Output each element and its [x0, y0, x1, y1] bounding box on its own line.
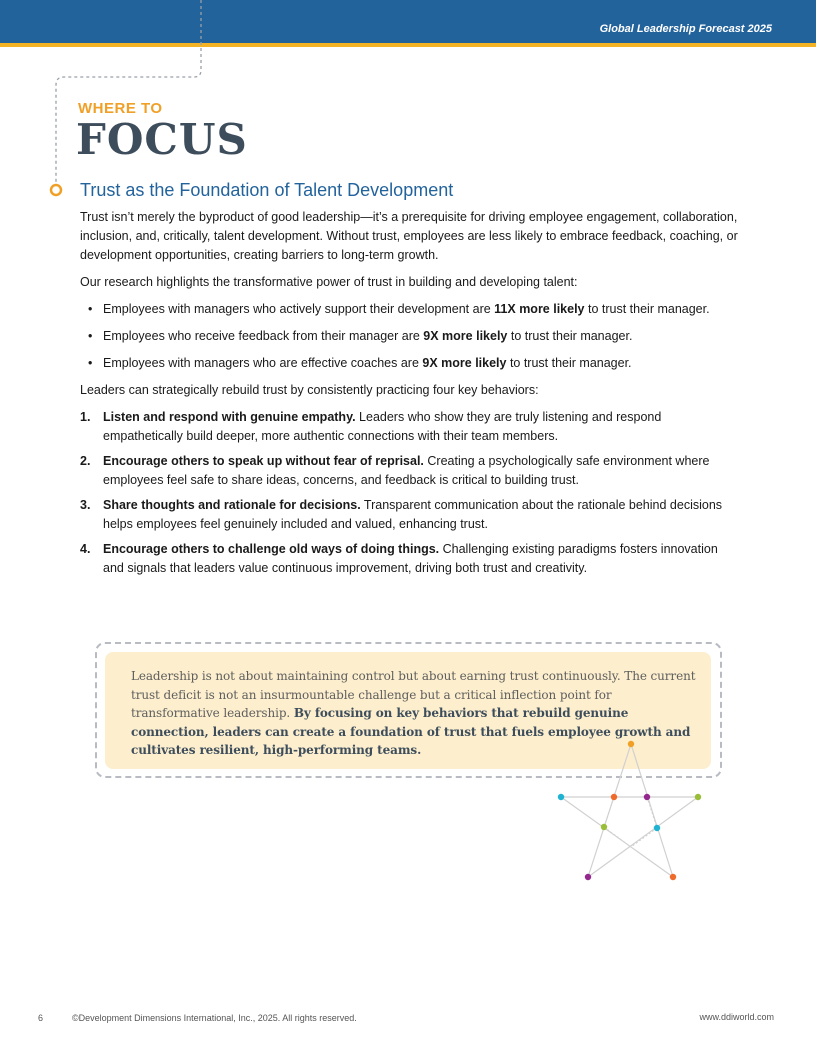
page-title: FOCUS [76, 115, 248, 164]
callout-quote: Leadership is not about maintaining control but about earning trust continuously. The current trust deficit is not an insurmountable challenge but a critical inflection point for transformative leadership. By focusing on key behaviors that rebuild genuine connection, leaders can create a foundation of trust that fuels employee growth and cultivates resilient, high-performing teams. [131, 669, 696, 757]
timeline-node-icon [51, 185, 61, 195]
behavior-item: 2. Encourage others to speak up without fear of reprisal. Creating a psychologically safe environment where employees feel safe to share ideas, concerns, and feedback is critical to building trust. [80, 454, 710, 487]
behavior-item: 3. Share thoughts and rationale for decisions. Transparent communication about the rationale behind decisions helps employees feel genuinely included and valued, enhancing trust. [80, 498, 723, 531]
website-link[interactable]: www.ddiworld.com [699, 1012, 774, 1022]
behaviors-list [80, 408, 740, 578]
bullet-item: • Employees with managers who actively support their development are 11X more likely to trust their manager. [80, 300, 740, 319]
page-number: 6 [38, 1013, 44, 1023]
section-heading: Trust as the Foundation of Talent Development [80, 180, 454, 200]
research-lead-paragraph: Our research highlights the transformative power of trust in building and developing talent: [80, 275, 578, 289]
star-network-icon [550, 735, 710, 885]
copyright-notice: ©Development Dimensions International, Inc., 2025. All rights reserved. [72, 1013, 357, 1023]
behaviors-lead-paragraph: Leaders can strategically rebuild trust by consistently practicing four key behaviors: [80, 383, 539, 397]
eyebrow-label: WHERE TO [78, 100, 163, 117]
behavior-item: 1. Listen and respond with genuine empathy. Leaders who show they are truly listening and respond empathetically build deeper, more authentic connections with their team members. [80, 410, 662, 443]
bullet-item: • Employees who receive feedback from their manager are 9X more likely to trust their manager. [80, 327, 740, 346]
intro-paragraph: Trust isn’t merely the byproduct of good leadership—it’s a prerequisite for driving employee engagement, collaboration, inclusion, and, critically, talent development. Without trust, employees are less likely to embrace feedback, coaching, or development opportunities, creating barriers to long-term growth. [80, 210, 738, 262]
bullet-item: • Employees with managers who are effective coaches are 9X more likely to trust their manager. [80, 354, 740, 373]
research-bullet-list [80, 300, 740, 373]
behavior-item: 4. Encourage others to challenge old ways of doing things. Challenging existing paradigms fosters innovation and signals that leaders value continuous improvement, driving both trust and creativity. [80, 542, 718, 575]
report-title: Global Leadership Forecast 2025 [599, 23, 772, 35]
body-content [80, 208, 740, 584]
